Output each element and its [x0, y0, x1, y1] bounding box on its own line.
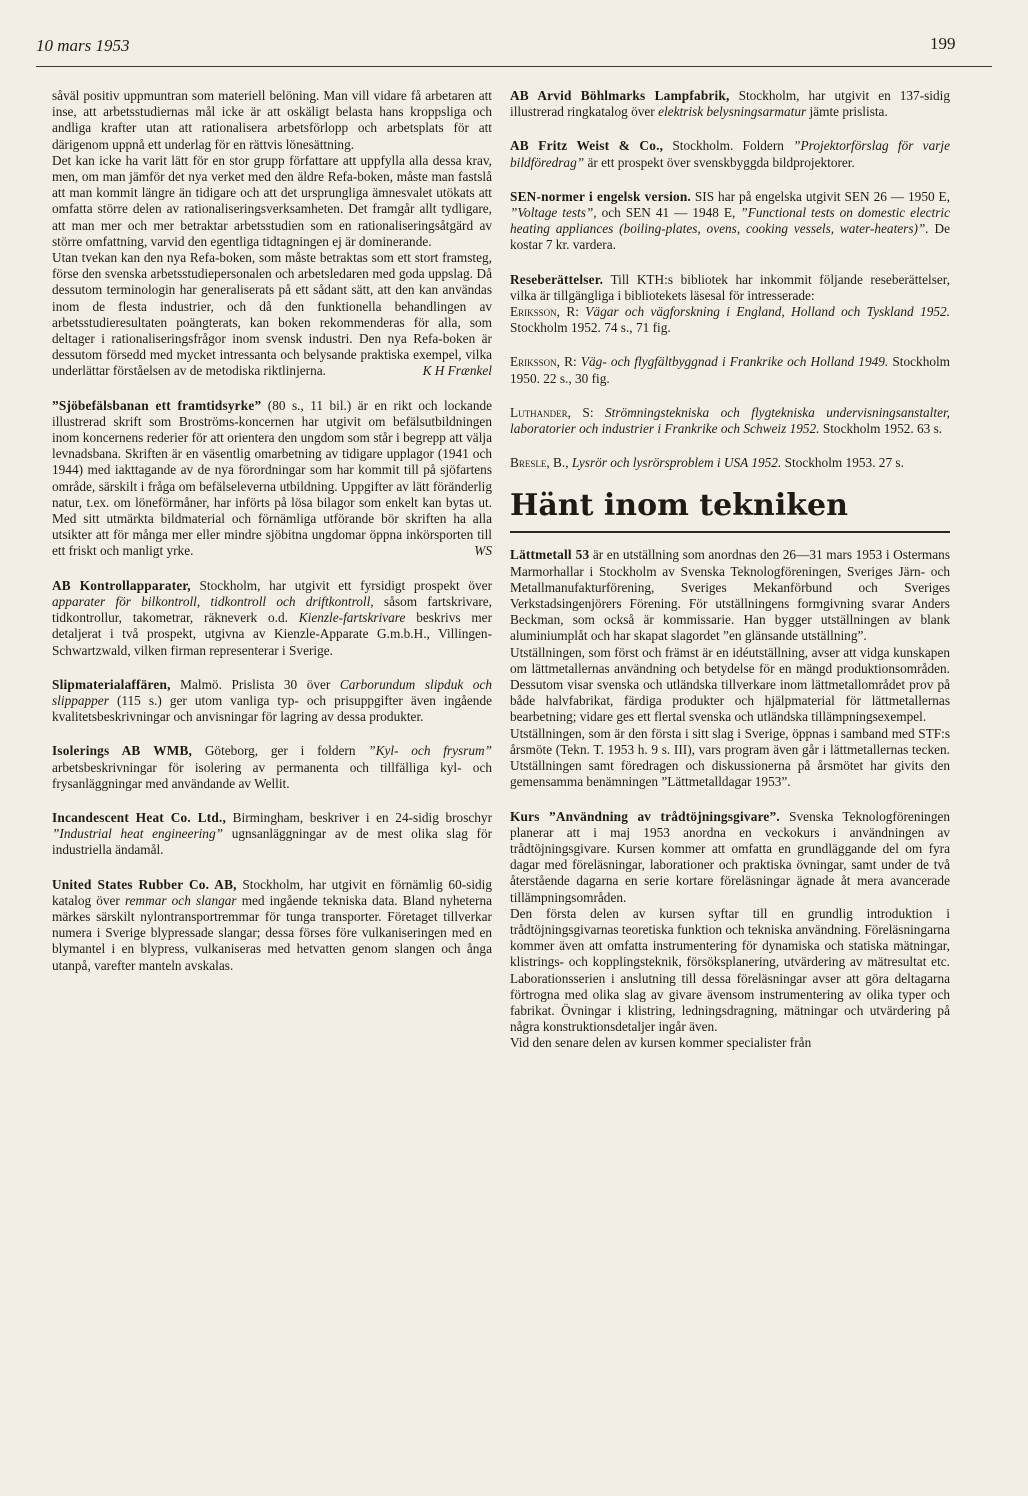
- reference-item: Luthander, S: Strömningstekniska och flygtekniska undervisningsanstalter, laboratorier och industrier i Frankrike och Schweiz 1952. Stockholm 1952. 63 s.: [510, 404, 951, 437]
- reference-list: [510, 304, 950, 471]
- author-signature: K H Frænkel: [422, 363, 492, 379]
- notice-lead: Incandescent Heat Co. Ltd.,: [52, 809, 227, 825]
- section-title: Hänt inom tekniken: [510, 488, 848, 524]
- notice-lead: SEN-normer i engelsk version.: [510, 188, 691, 204]
- reference-item: Eriksson, R: Väg- och flygfältbyggnad i Frankrike och Holland 1949. Stockholm 1950. 22 s., 30 fig.: [510, 354, 951, 386]
- notice-lead: Isolerings AB WMB,: [52, 743, 193, 759]
- article-paragraph: Utställningen, som först och främst är en idéutställning, avser att vidga kunskapen om lättmetallernas användning och betydelse för en mängd produktionsområden. Dessutom visar svenska och utländska tillverkare inom lättmetallområdet prov på både halvfabrikat, färdiga produkter och hjälpmaterial för lättmetallernas bearbetning; vidare ges ett flertal svenska och utländska tillämpningsexempel.: [510, 644, 950, 725]
- author-signature: WS: [474, 543, 492, 559]
- reference-item: Eriksson, R: Vägar och vägforskning i England, Holland och Tyskland 1952. Stockholm 1952. 74 s., 71 fig.: [510, 304, 950, 336]
- right-column: [510, 88, 950, 1052]
- notice-lead: Reseberättelser.: [510, 271, 604, 287]
- reference-item: Bresle, B., Lysrör och lysrörsproblem i USA 1952. Stockholm 1953. 27 s.: [510, 455, 904, 471]
- notice-sjobefal: ”Sjöbefälsbanan ett framtidsyrke” (80 s., 11 bil.) är en rikt och lockande illustrerad skrift som Broströms-koncernen har utgivit om befälsutbildningen inom koncernens rederier för att orientera den ungdom som står i begrepp att välja levnadsbana. Skriften är en väsentlig omarbetning av tidigare upplagor (1941 och 1944) med iakttagande av de nya förordningar som har kommit till på sjöfartens område, särskilt i fråga om befälseleverna utbildning. Uppgifter av lätt föränderlig natur, t.ex. om löneförmåner, har införts på lösa bilagor som enkelt kan bytas ut. Med sitt utmärkta bildmaterial och förnämliga utförande bör skriften ha alla utsikter att för många mer eller mindre sjöbitna ungdomar öppna inkörsporten till ett friskt och manligt yrke. WS: [52, 397, 493, 559]
- review-paragraph: Utan tvekan kan den nya Refa-boken, som måste betraktas som ett stort framsteg, förse den svenska arbetsstudiepersonalen och arbetsledaren med goda uppslag. Då dessutom terminologin har generaliserats på ett sådant sätt, att den kan användas inom de flesta industrier, och då den funktionella behandlingen av arbetsstudieresultaten poängterats, kan boken rekommenderas för alla, som deltager i rationaliseringsfrågor inom svensk industri. Den nya Refa-boken är dessutom försedd med mycket intressanta och belysande praktiska exempel, vilka underlättar förståelsen av de metodiska riktlinjerna. K H Frænkel: [52, 250, 492, 379]
- notice-lead: AB Kontrollapparater,: [52, 577, 191, 593]
- notice-us-rubber: United States Rubber Co. AB, Stockholm, har utgivit en förnämlig 60-sidig katalog över remmar och slangar med ingående tekniska data. Bland nyheterna märkes särskilt nylontransportremmar för tunga transporter. Företaget tillverkar numera i Sverige blypressade slangar; dessa förses före vulkaniseringen med en blymantel i en blypress, vulkaniseras med hetvatten genom slangen och ånga utanpå, varefter manteln avskalas.: [52, 876, 493, 973]
- notice-reseberattelser: Reseberättelser. Till KTH:s bibliotek har inkommit följande reseberättelser, vilka är tillgängliga i bibliotekets läsesal för intresserade:: [510, 271, 950, 303]
- page-date: 10 mars 1953: [36, 36, 130, 55]
- article-paragraph: Utställningen, som är den första i sitt slag i Sverige, öppnas i samband med STF:s årsmöte (Tekn. T. 1953 h. 9 s. III), vars program även går i lättmetallernas tecken. Utställningen samt föredragen och diskussionerna på årsmötet har givits den gemensamma benämningen ”Lättmetalldagar 1953”.: [510, 725, 950, 790]
- review-paragraph: Det kan icke ha varit lätt för en stor grupp författare att uppfylla alla dessa krav, men, om man jämför det nya verket med den äldre Refa-boken, måste man fastslå att man kommit längre än tidigare och att det ursprungliga ämnesvalet utökats att omfatta större delen av rationaliseringsverksamheten. Det framgår allt tydligare, att man mer och mer betraktar arbetsstudien som en rationaliseringsåtgärd av större omfattning, varvid den egentliga tidtagningen ej är dominerande.: [52, 152, 492, 249]
- notice-lead: Slipmaterialaffären,: [52, 676, 171, 692]
- notice-lead: AB Fritz Weist & Co.,: [510, 138, 664, 154]
- notice-isolerings: Isolerings AB WMB, Göteborg, ger i foldern ”Kyl- och frysrum” arbetsbeskrivningar för isolering av permanenta och tillfälliga kyl- och frysanläggningar med användande av Wellit.: [52, 743, 492, 791]
- notice-bohlmarks: AB Arvid Böhlmarks Lampfabrik, Stockholm, har utgivit en 137-sidig illustrerad ringkatalog över elektrisk belysningsarmatur jämte prislista.: [510, 88, 950, 120]
- article-paragraph: Den första delen av kursen syftar till en grundlig introduktion i trådtöjningsgivarnas teoretiska funktion och tekniska användning. Föreläsningarna kommer även att omfatta instrumentering för dynamiska och statiska mätningar, klistrings- och kopplingsteknik, försöksplanering, utvärdering av mätresultat etc. Laborationsserien i anslutning till dessa föreläsningar avser att göra deltagarna förtrogna med olika slag av givare ävensom instrumentering av olika typer och fabrikat. Övningar i klistring, ledningsdragning, mätningar och utvärdering på några konstruktionsdetaljer ingår även.: [510, 905, 950, 1035]
- notice-fritz-weist: AB Fritz Weist & Co., Stockholm. Foldern ”Projektorförslag för varje bildföredrag” är ett prospekt över svenskbyggda bildprojektorer.: [510, 138, 950, 170]
- notice-lead: ”Sjöbefälsbanan ett framtidsyrke”: [52, 397, 262, 413]
- notice-lead: Lättmetall 53: [510, 547, 590, 563]
- article-paragraph: Vid den senare delen av kursen kommer specialister från: [510, 1035, 812, 1051]
- review-paragraph: såväl positiv uppmuntran som materiell belöning. Man vill vidare få arbetaren att inse, att arbetsstudiernas mål icke är att oskäligt belasta hans kroppsliga och andliga krafter utan att rationalisera arbetsförlopp och arbetsplats för att därigenom uppnå ett underlag för en rättvis lönesättning.: [52, 88, 492, 152]
- notice-lead: United States Rubber Co. AB,: [52, 876, 237, 892]
- notice-incandescent: Incandescent Heat Co. Ltd., Birmingham, beskriver i en 24-sidig broschyr ”Industrial heat engineering” ugnsanläggningar av de mest olika slag för industriella ändamål.: [52, 809, 493, 858]
- header-rule: [36, 66, 992, 67]
- notice-lattmetall: Lättmetall 53 är en utställning som anordnas den 26—31 mars 1953 i Ostermans Marmorhallar i Stockholm av Svenska Teknologföreningen, Sveriges Järn- och Metallmanufakturförening, Sveriges Mekanförbund och Sveriges Verkstadsingenjörers Förening. För utställningens formgivning svarar Anders Beckman, som också är kommissarie. Han bygger utställningen av blank aluminiumplåt och har skapat slagordet ”en glänsande utställning”.: [510, 547, 950, 644]
- notice-kontrollapparater: AB Kontrollapparater, Stockholm, har utgivit ett fyrsidigt prospekt över apparater för bilkontroll, tidkontroll och driftkontroll, såsom fartskrivare, tidkontrollur, takometrar, räkneverk o.d. Kienzle-fartskrivare beskrivs mer detaljerat i två prospekt, utgivna av Kienzle-Apparate G.m.b.H., Villingen-Schwartzwald, vilken firman representerar i Sverige.: [52, 577, 493, 658]
- notice-lead: Kurs ”Användning av trådtöjningsgivare”.: [510, 808, 780, 824]
- notice-lead: AB Arvid Böhlmarks Lampfabrik,: [510, 88, 730, 103]
- notice-slipmaterial: Slipmaterialaffären, Malmö. Prislista 30 över Carborundum slipduk och slippapper (115 s.) ger utom vanliga typ- och prisuppgifter även ingående kvalitetsbeskrivningar och anvisningar för lagring av dessa produkter.: [52, 676, 493, 725]
- page-number: 199: [930, 34, 956, 53]
- left-column: [52, 88, 492, 992]
- notice-kurs: Kurs ”Användning av trådtöjningsgivare”. Svenska Teknologföreningen planerar att i maj 1953 anordna en veckokurs i användningen av trådtöjningsgivare. Kursen kommer att omfatta en grundläggande del om fyra dagar med föreläsningar, laborationer och praktiska övningar, samt under de två återstående dagarna en serie kortare föreläsningar ägnade åt mera avancerade tillämpningsområden.: [510, 808, 951, 905]
- notice-sen-normer: SEN-normer i engelsk version. SIS har på engelska utgivit SEN 26 — 1950 E, ”Voltage tests”, och SEN 41 — 1948 E, ”Functional tests on domestic electric heating appliances (boiling-plates, ovens, cooking vessels, water-heaters)”. De kostar 7 kr. vardera.: [510, 188, 950, 253]
- section-rule: [510, 531, 950, 533]
